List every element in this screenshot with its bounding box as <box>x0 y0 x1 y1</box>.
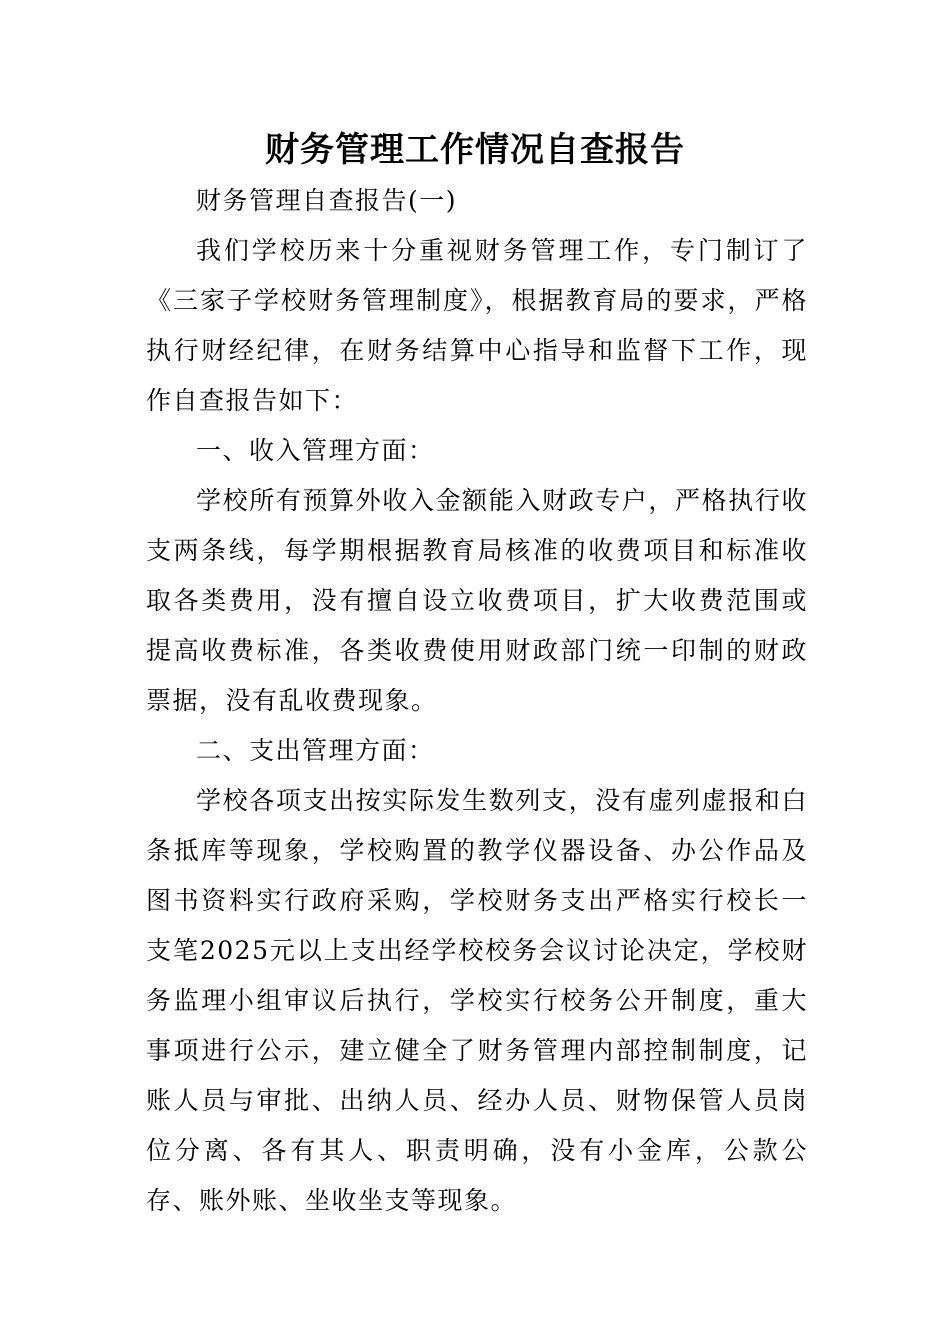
document-body <box>146 176 808 1226</box>
document-title: 财务管理工作情况自查报告 <box>265 130 685 170</box>
subtitle-paragraph: 财务管理自查报告(一) <box>196 186 458 215</box>
section-heading-income: 一、收入管理方面： <box>196 436 435 465</box>
income-paragraph: 学校所有预算外收入金额能入财政专户，严格执行收支两条线，每学期根据教育局核准的收费项目和标准收取各类费用，没有擅自设立收费项目，扩大收费范围或提高收费标准，各类收费使用财政部门统一印制的财政票据，没有乱收费现象。 <box>146 486 808 715</box>
intro-paragraph: 我们学校历来十分重视财务管理工作，专门制订了《三家子学校财务管理制度》，根据教育局的要求，严格执行财经纪律，在财务结算中心指导和监督下工作，现作自查报告如下： <box>146 236 808 415</box>
expense-paragraph: 学校各项支出按实际发生数列支，没有虚列虚报和白条抵库等现象，学校购置的教学仪器设备、办公作品及图书资料实行政府采购，学校财务支出严格实行校长一支笔2025元以上支出经学校校务会议讨论决定，学校财务监理小组审议后执行，学校实行校务公开制度，重大事项进行公示，建立健全了财务管理内部控制制度，记账人员与审批、出纳人员、经办人员、财物保管人员岗位分离、各有其人、职责明确，没有小金库，公款公存、账外账、坐收坐支等现象。 <box>146 786 808 1215</box>
section-heading-expense: 二、支出管理方面： <box>196 736 435 765</box>
